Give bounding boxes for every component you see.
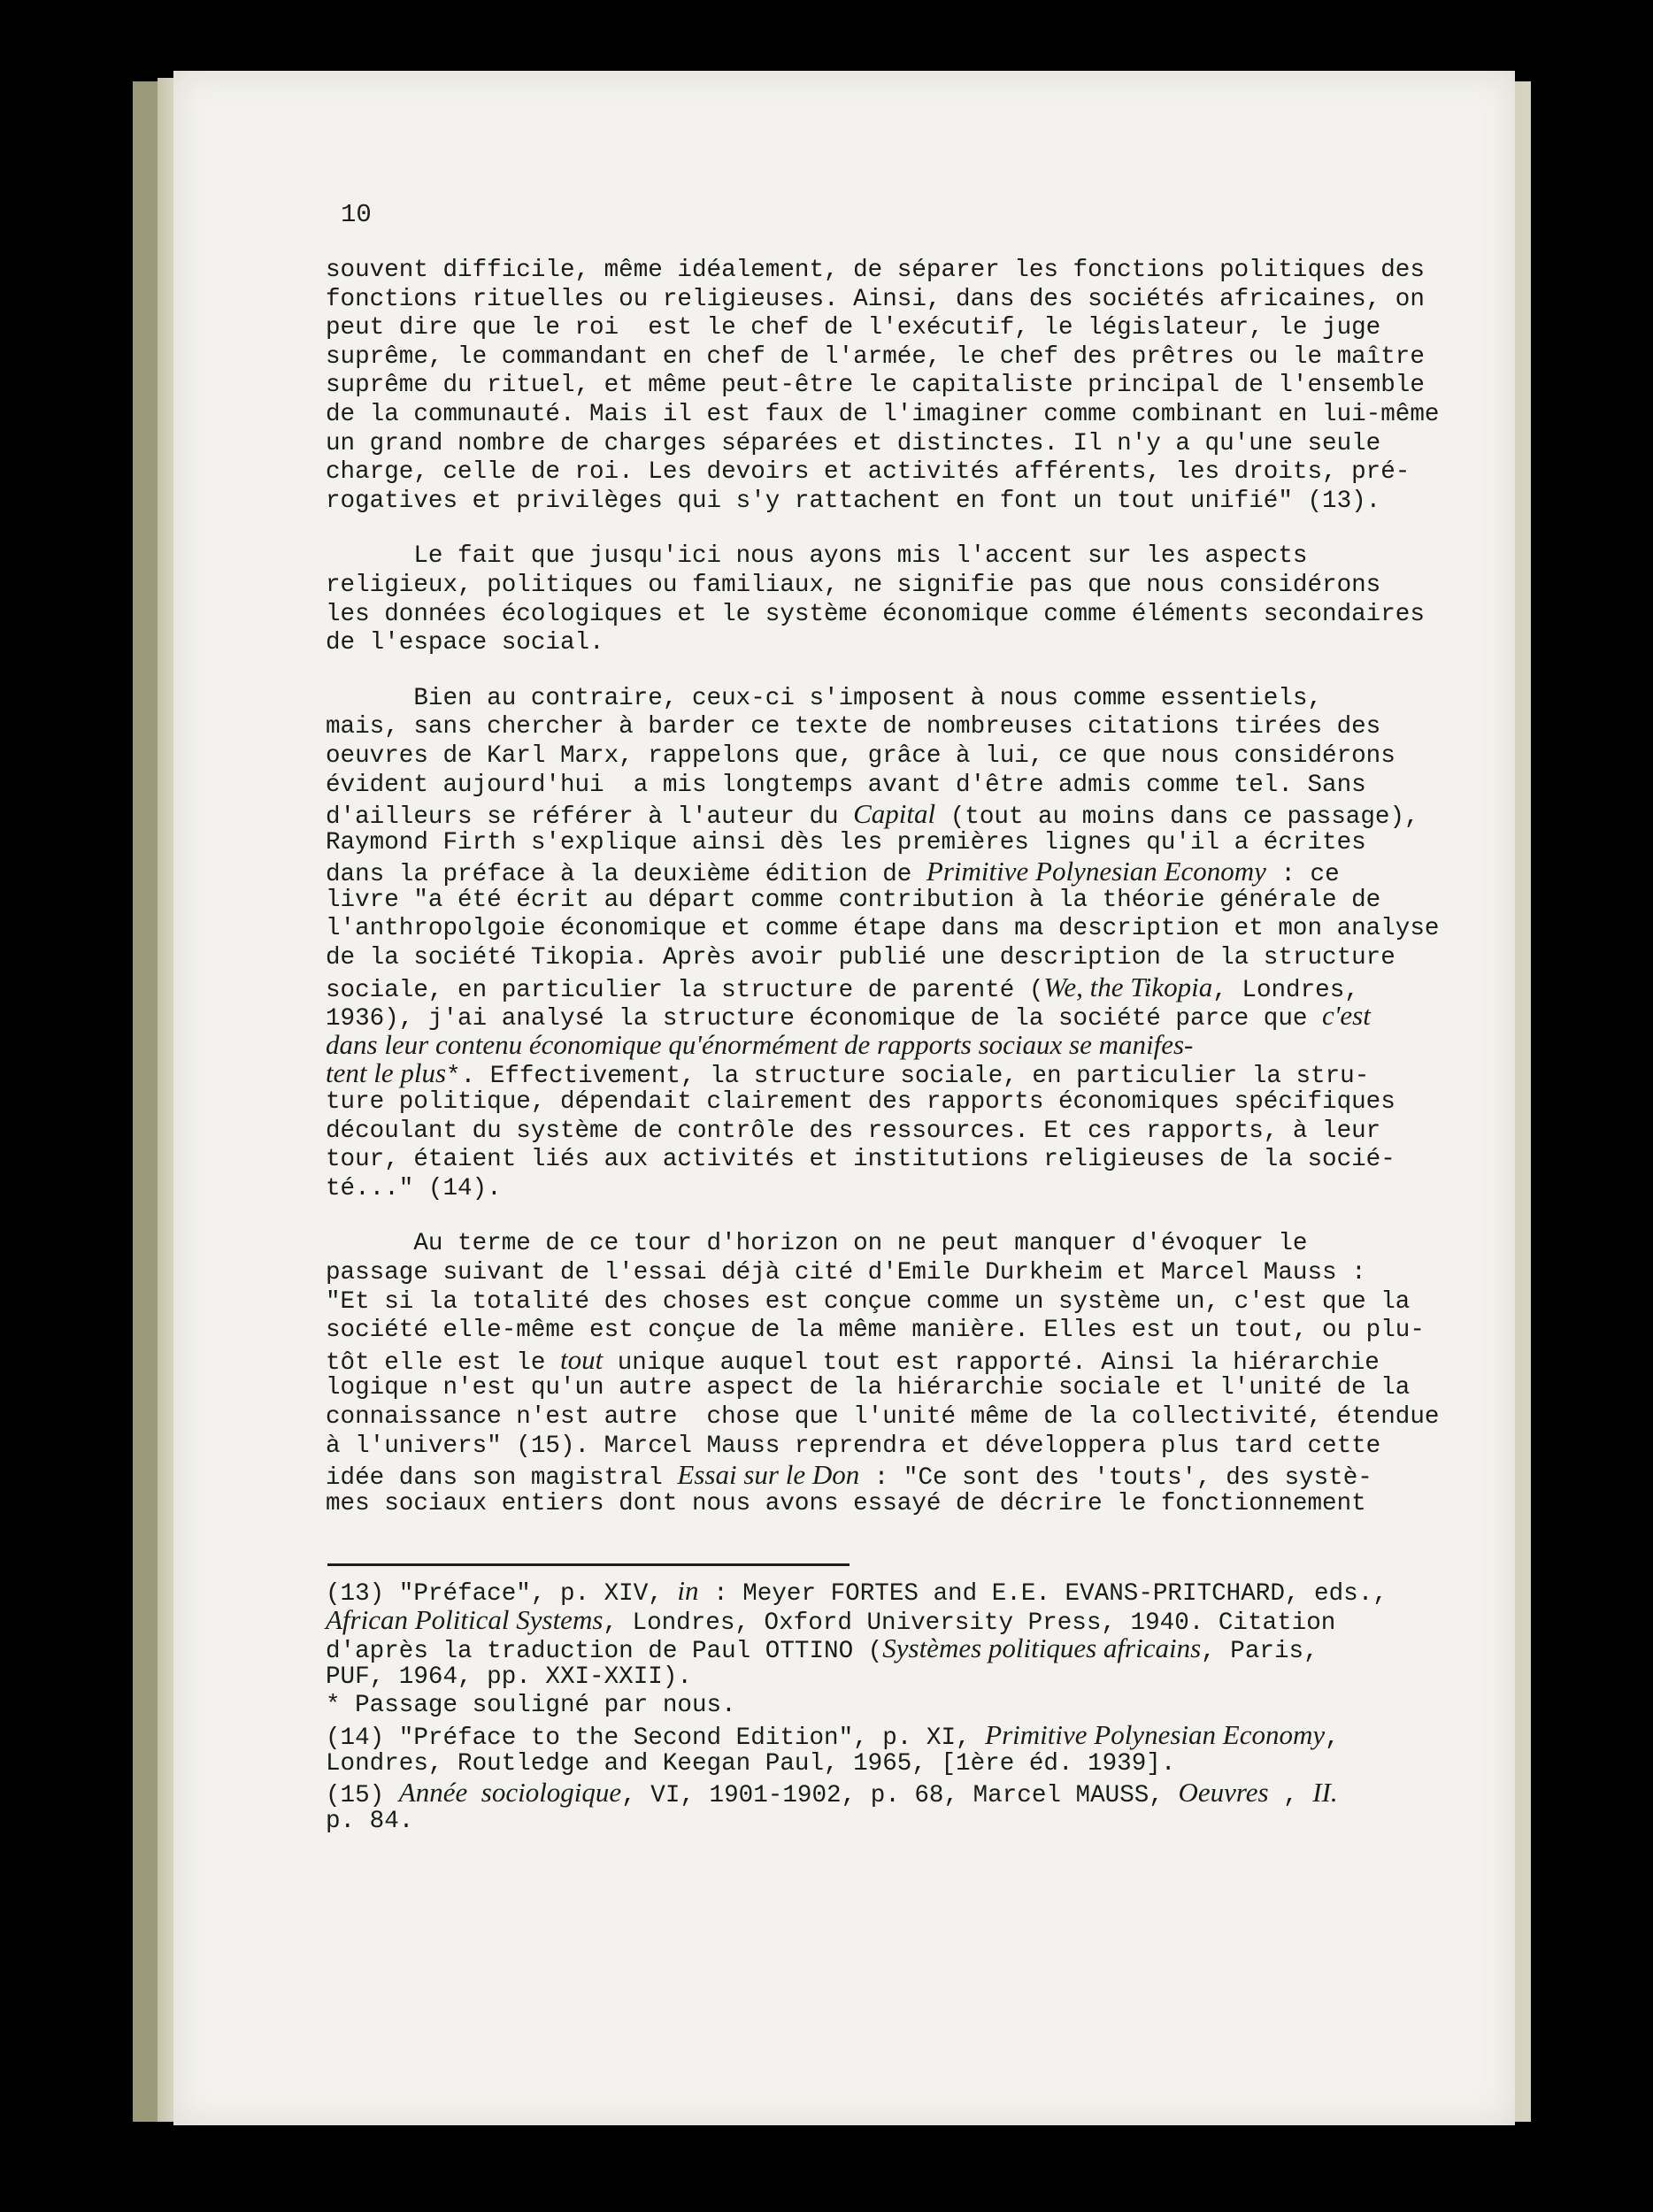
body-line: rogatives et privilèges qui s'y rattachent en font un tout unifié" (13).	[326, 487, 1381, 515]
body-line: dans la préface à la deuxième édition de Primitive Polynesian Economy : ce	[326, 856, 1340, 889]
body-line: "Et si la totalité des choses est conçue comme un système un, c'est que la	[326, 1287, 1411, 1316]
body-line: peut dire que le roi est le chef de l'exécutif, le législateur, le juge	[326, 314, 1381, 342]
body-line: mais, sans chercher à barder ce texte de nombreuses citations tirées des	[326, 713, 1381, 741]
body-line: ture politique, dépendait clairement des rapports économiques spécifiques	[326, 1088, 1395, 1117]
body-line: de la société Tikopia. Après avoir publié une description de la structure	[326, 944, 1395, 972]
body-line: logique n'est qu'un autre aspect de la hiérarchie sociale et l'unité de la	[326, 1374, 1411, 1402]
body-line: Raymond Firth s'explique ainsi dès les premières lignes qu'il a écrites	[326, 828, 1366, 856]
body-line: un grand nombre de charges séparées et distinctes. Il n'y a qu'une seule	[326, 429, 1381, 457]
body-line: suprême du rituel, et même peut-être le capitaliste principal de l'ensemble	[326, 372, 1425, 400]
page-number: 10	[341, 200, 372, 229]
body-line: tôt elle est le tout unique auquel tout est rapporté. Ainsi la hiérarchie	[326, 1343, 1380, 1377]
footnote-line: * Passage souligné par nous.	[326, 1692, 736, 1720]
body-line: découlant du système de contrôle des ressources. Et ces rapports, à leur	[326, 1117, 1381, 1145]
paragraph-gap	[326, 516, 1416, 542]
body-line: té..." (14).	[326, 1174, 502, 1202]
body-line: d'ailleurs se référer à l'auteur du Capital (tout au moins dans ce passage),	[326, 798, 1419, 832]
footnotes	[326, 1577, 1416, 1836]
body-line: dans leur contenu économique qu'énormément de rapports sociaux se manifes-	[326, 1028, 1194, 1060]
body-line: religieux, politiques ou familiaux, ne signifie pas que nous considérons	[326, 571, 1381, 599]
body-line: charge, celle de roi. Les devoirs et activités afférents, les droits, pré-	[326, 458, 1411, 487]
body-line: tent le plus*. Effectivement, la structure sociale, en particulier la stru-	[326, 1057, 1370, 1091]
body-line: société elle-même est conçue de la même manière. Elles est un tout, ou plu-	[326, 1317, 1425, 1345]
body-line: suprême, le commandant en chef de l'armée, le chef des prêtres ou le maître	[326, 342, 1425, 371]
body-line: à l'univers" (15). Marcel Mauss reprendra et développera plus tard cette	[326, 1432, 1381, 1460]
body-line: les données écologiques et le système économique comme éléments secondaires	[326, 600, 1425, 628]
body-line: idée dans son magistral Essai sur le Don : "Ce sont des 'touts', des systè-	[326, 1459, 1372, 1493]
body-line: l'anthropolgoie économique et comme étape dans ma description et mon analyse	[326, 915, 1440, 943]
footnote-rule	[327, 1563, 850, 1566]
body-text	[326, 257, 1440, 1518]
body-line: livre "a été écrit au départ comme contribution à la théorie générale de	[326, 886, 1381, 914]
body-line: fonctions rituelles ou religieuses. Ainsi, dans des sociétés africaines, on	[326, 285, 1425, 313]
body-line: tour, étaient liés aux activités et institutions religieuses de la socié-	[326, 1146, 1395, 1174]
paragraph-gap	[326, 658, 1416, 685]
body-line: Le fait que jusqu'ici nous ayons mis l'accent sur les aspects	[326, 542, 1308, 571]
body-line: connaissance n'est autre chose que l'unité même de la collectivité, étendue	[326, 1402, 1440, 1431]
body-line: souvent difficile, même idéalement, de séparer les fonctions politiques des	[326, 257, 1425, 284]
body-line: Au terme de ce tour d'horizon on ne peut manquer d'évoquer le	[326, 1230, 1308, 1258]
body-line: passage suivant de l'essai déjà cité d'Emile Durkheim et Marcel Mauss :	[326, 1259, 1366, 1286]
footnote-line: PUF, 1964, pp. XXI-XXII).	[326, 1663, 692, 1691]
footnote-line: Londres, Routledge and Keegan Paul, 1965, [1ère éd. 1939].	[326, 1749, 1176, 1778]
footnote-line: (15) Année sociologique, VI, 1901-1902, p. 68, Marcel MAUSS, Oeuvres , II.	[326, 1777, 1338, 1810]
body-line: mes sociaux entiers dont nous avons essayé de décrire le fonctionnement	[326, 1489, 1366, 1517]
footnote-line: p. 84.	[326, 1807, 414, 1835]
body-line: de l'espace social.	[326, 629, 604, 657]
body-line: oeuvres de Karl Marx, rappelons que, grâce à lui, ce que nous considérons	[326, 741, 1395, 770]
paragraph-gap	[326, 1203, 1416, 1230]
footnote-line: African Political Systems, Londres, Oxford University Press, 1940. Citation	[326, 1603, 1336, 1637]
footnote-line: d'après la traduction de Paul OTTINO (Systèmes politiques africains, Paris,	[326, 1632, 1319, 1666]
body-line: 1936), j'ai analysé la structure économique de la société parce que c'est	[326, 1000, 1371, 1033]
body-line: Bien au contraire, ceux-ci s'imposent à nous comme essentiels,	[326, 684, 1323, 712]
body-line: évident aujourd'hui a mis longtemps avant d'être admis comme tel. Sans	[326, 771, 1366, 799]
footnote-line: (14) "Préface to the Second Edition", p. XI, Primitive Polynesian Economy,	[326, 1718, 1340, 1752]
footnote-line: (13) "Préface", p. XIV, in : Meyer FORTES and E.E. EVANS-PRITCHARD, eds.,	[326, 1575, 1388, 1608]
body-line: de la communauté. Mais il est faux de l'imaginer comme combinant en lui-même	[326, 400, 1440, 428]
body-line: sociale, en particulier la structure de parenté (We, the Tikopia, Londres,	[326, 971, 1359, 1004]
